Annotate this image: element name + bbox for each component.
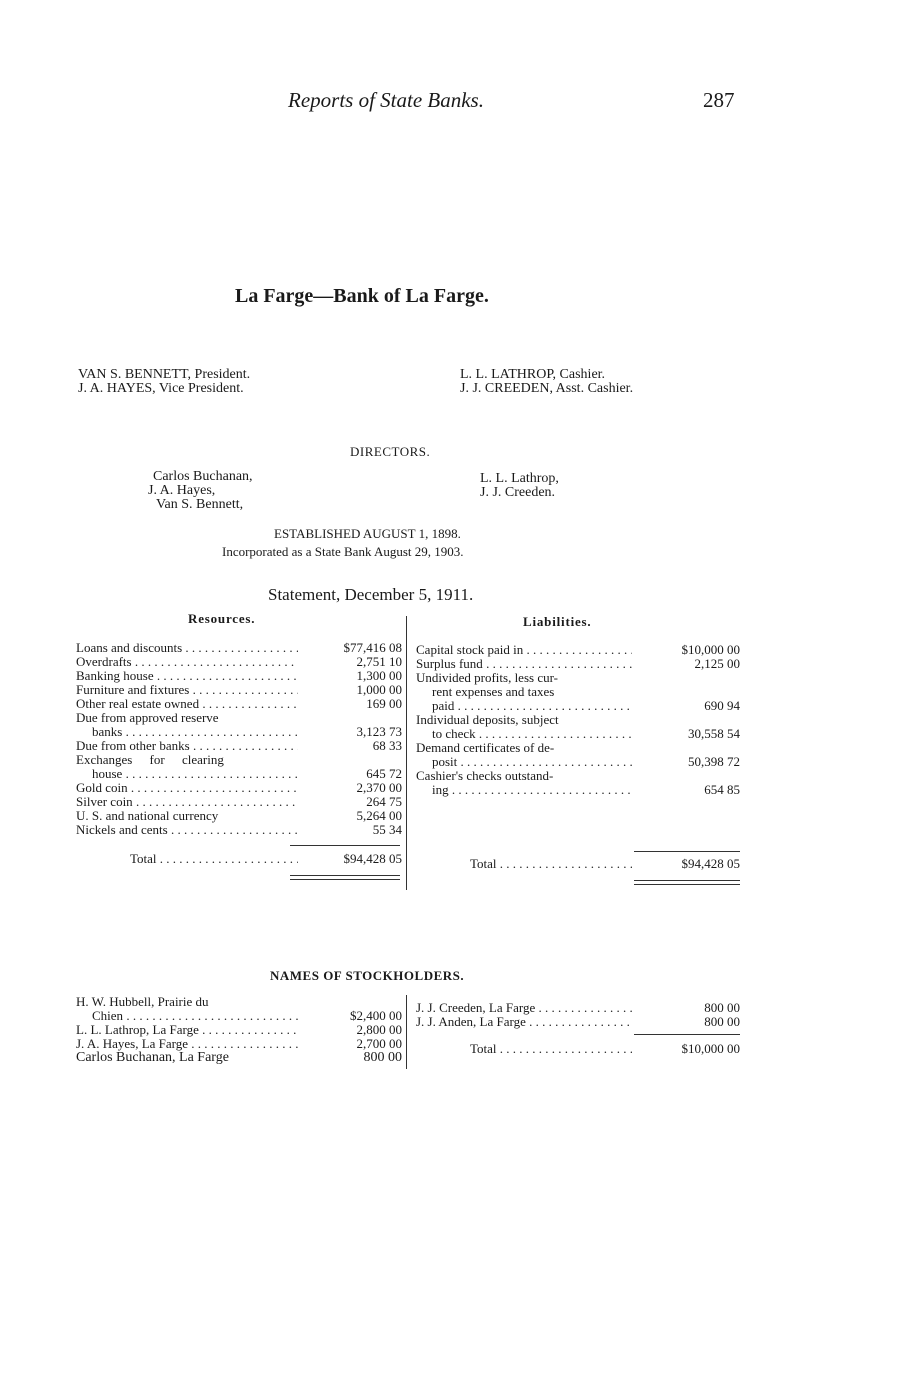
director-left-3: Van S. Bennett,: [156, 497, 244, 512]
row-amount: 30,558 54: [688, 726, 740, 741]
row-amount: [632, 685, 740, 699]
table-row: [416, 671, 740, 685]
stockholder-amount: [298, 995, 402, 1009]
row-label: paid . . .: [416, 699, 632, 713]
stockholders-right-list: [416, 1001, 740, 1029]
row-amount: [632, 671, 740, 685]
resources-total-amount: $94,428 05: [343, 851, 402, 866]
row-amount: 68 33: [372, 738, 402, 753]
row-label: Surplus fund . . .: [416, 657, 632, 671]
row-label: Demand certificates of de-: [416, 741, 555, 755]
row-label: Exchanges for clearing: [76, 753, 224, 767]
list-item: [76, 1023, 402, 1037]
row-label: ing . . .: [416, 783, 632, 797]
stockholder-name: J. J. Creeden, La Farge . . .: [416, 1001, 632, 1015]
stockholders-heading: NAMES OF STOCKHOLDERS.: [270, 968, 465, 983]
stockholder-name: L. L. Lathrop, La Farge . . .: [76, 1023, 298, 1037]
stockholder-amount: 800 00: [704, 1014, 740, 1029]
row-label: Furniture and fixtures . . .: [76, 683, 298, 697]
table-row: [76, 753, 402, 767]
table-row: [416, 727, 740, 741]
table-row: [416, 769, 740, 783]
liabilities-total-amount: $94,428 05: [681, 856, 740, 871]
stockholders-total-amount: $10,000 00: [681, 1041, 740, 1056]
liabilities-heading: Liabilities.: [523, 614, 592, 629]
row-label: Overdrafts . . .: [76, 655, 298, 669]
table-row: [416, 643, 740, 657]
table-row: [76, 767, 402, 781]
stockholders-total-row: [416, 1042, 740, 1056]
established-line: ESTABLISHED AUGUST 1, 1898.: [274, 526, 461, 541]
bank-title: La Farge—Bank of La Farge.: [235, 285, 489, 307]
incorporated-line: Incorporated as a State Bank August 29, 1903.: [222, 544, 464, 559]
table-row: [76, 809, 402, 823]
row-amount: 690 94: [704, 698, 740, 713]
row-amount: 169 00: [366, 696, 402, 711]
director-left-2: J. A. Hayes,: [148, 483, 216, 498]
stockholder-name: Chien . . .: [76, 1009, 298, 1023]
row-amount: 654 85: [704, 782, 740, 797]
stockholder-name: J. A. Hayes, La Farge . . .: [76, 1037, 298, 1051]
officer-president: VAN S. BENNETT, President.: [78, 367, 251, 382]
table-row: [76, 823, 402, 837]
row-label: Nickels and cents . . .: [76, 823, 298, 837]
row-amount: 1,300 00: [356, 668, 402, 683]
row-amount: 3,123 73: [356, 724, 402, 739]
liabilities-total-double-rule: [634, 880, 740, 885]
table-row: [76, 697, 402, 711]
table-row: [416, 713, 740, 727]
table-row: [76, 781, 402, 795]
directors-heading: DIRECTORS.: [350, 444, 431, 459]
list-item: [76, 1037, 402, 1051]
stockholder-amount: 800 00: [704, 1000, 740, 1015]
row-label: Due from other banks . . .: [76, 739, 298, 753]
row-label: Individual deposits, subject: [416, 713, 559, 727]
row-amount: 264 75: [366, 794, 402, 809]
table-row: [416, 657, 740, 671]
row-amount: [298, 711, 402, 725]
row-label: to check . . .: [416, 727, 632, 741]
resources-total-label: Total . . .: [76, 852, 298, 866]
row-label: Undivided profits, less cur-: [416, 671, 558, 685]
row-amount: 55 34: [372, 822, 402, 837]
director-right-2: J. J. Creeden.: [480, 485, 556, 500]
resources-table: [76, 641, 402, 837]
page-number: 287: [703, 88, 735, 112]
stockholder-name: H. W. Hubbell, Prairie du: [76, 995, 209, 1009]
officer-cashier: L. L. LATHROP, Cashier.: [460, 367, 606, 382]
table-row: [416, 783, 740, 797]
row-label: Cashier's checks outstand-: [416, 769, 554, 783]
liabilities-total-label: Total . . .: [416, 857, 632, 871]
liabilities-total-row: [416, 857, 740, 871]
stockholder-amount: 2,700 00: [356, 1036, 402, 1051]
row-amount: $10,000 00: [681, 642, 740, 657]
table-row: [76, 711, 402, 725]
list-item: [76, 995, 402, 1009]
stockholder-amount: 800 00: [363, 1050, 402, 1065]
liabilities-table: [416, 643, 740, 797]
stockholder-name: Carlos Buchanan, La Farge: [76, 1051, 229, 1065]
table-row: [76, 683, 402, 697]
stockholder-amount: $2,400 00: [350, 1008, 402, 1023]
row-amount: [632, 741, 740, 755]
row-label: Other real estate owned . . .: [76, 697, 298, 711]
resources-total-row: [76, 852, 402, 866]
liabilities-sum-rule: [634, 851, 740, 852]
stockholders-sum-rule: [634, 1034, 740, 1035]
row-amount: $77,416 08: [343, 640, 402, 655]
table-row: [76, 795, 402, 809]
stockholders-divider: [406, 995, 407, 1069]
row-label: house . . .: [76, 767, 298, 781]
table-row: [76, 641, 402, 655]
director-left-1: Carlos Buchanan,: [153, 469, 253, 484]
row-label: posit . . .: [416, 755, 632, 769]
resources-heading: Resources.: [188, 611, 256, 626]
table-row: [76, 739, 402, 753]
row-amount: [632, 769, 740, 783]
list-item: [416, 1001, 740, 1015]
row-label: banks . . .: [76, 725, 298, 739]
stockholder-name: J. J. Anden, La Farge . . .: [416, 1015, 632, 1029]
stockholders-left-list: [76, 995, 402, 1065]
resources-total-double-rule: [290, 875, 400, 880]
officer-vice-president: J. A. HAYES, Vice President.: [78, 381, 244, 396]
row-label: Capital stock paid in . . .: [416, 643, 632, 657]
table-row: [416, 685, 740, 699]
list-item: [416, 1015, 740, 1029]
row-amount: 5,264 00: [356, 808, 402, 823]
row-label: Silver coin . . .: [76, 795, 298, 809]
table-row: [416, 699, 740, 713]
row-label: Due from approved reserve: [76, 711, 219, 725]
row-label: Gold coin . . .: [76, 781, 298, 795]
resources-sum-rule: [290, 845, 400, 846]
list-item: [76, 1009, 402, 1023]
statement-title: Statement, December 5, 1911.: [268, 585, 474, 604]
column-divider: [406, 616, 407, 890]
director-right-1: L. L. Lathrop,: [480, 471, 559, 486]
officer-asst-cashier: J. J. CREEDEN, Asst. Cashier.: [460, 381, 634, 396]
running-title: Reports of State Banks.: [288, 88, 484, 112]
stockholder-amount: 2,800 00: [356, 1022, 402, 1037]
row-amount: 1,000 00: [356, 682, 402, 697]
row-amount: 2,125 00: [694, 656, 740, 671]
table-row: [416, 741, 740, 755]
row-amount: [298, 753, 402, 767]
row-amount: 2,751 10: [356, 654, 402, 669]
table-row: [76, 655, 402, 669]
row-amount: 2,370 00: [356, 780, 402, 795]
table-row: [76, 669, 402, 683]
row-amount: 645 72: [366, 766, 402, 781]
row-label: Loans and discounts . . .: [76, 641, 298, 655]
row-label: Banking house . . .: [76, 669, 298, 683]
table-row: [76, 725, 402, 739]
stockholders-total-label: Total . . .: [416, 1042, 632, 1056]
row-amount: 50,398 72: [688, 754, 740, 769]
row-label: U. S. and national currency: [76, 809, 219, 823]
row-amount: [632, 713, 740, 727]
row-label: rent expenses and taxes: [432, 685, 555, 699]
list-item: [76, 1051, 402, 1065]
table-row: [416, 755, 740, 769]
